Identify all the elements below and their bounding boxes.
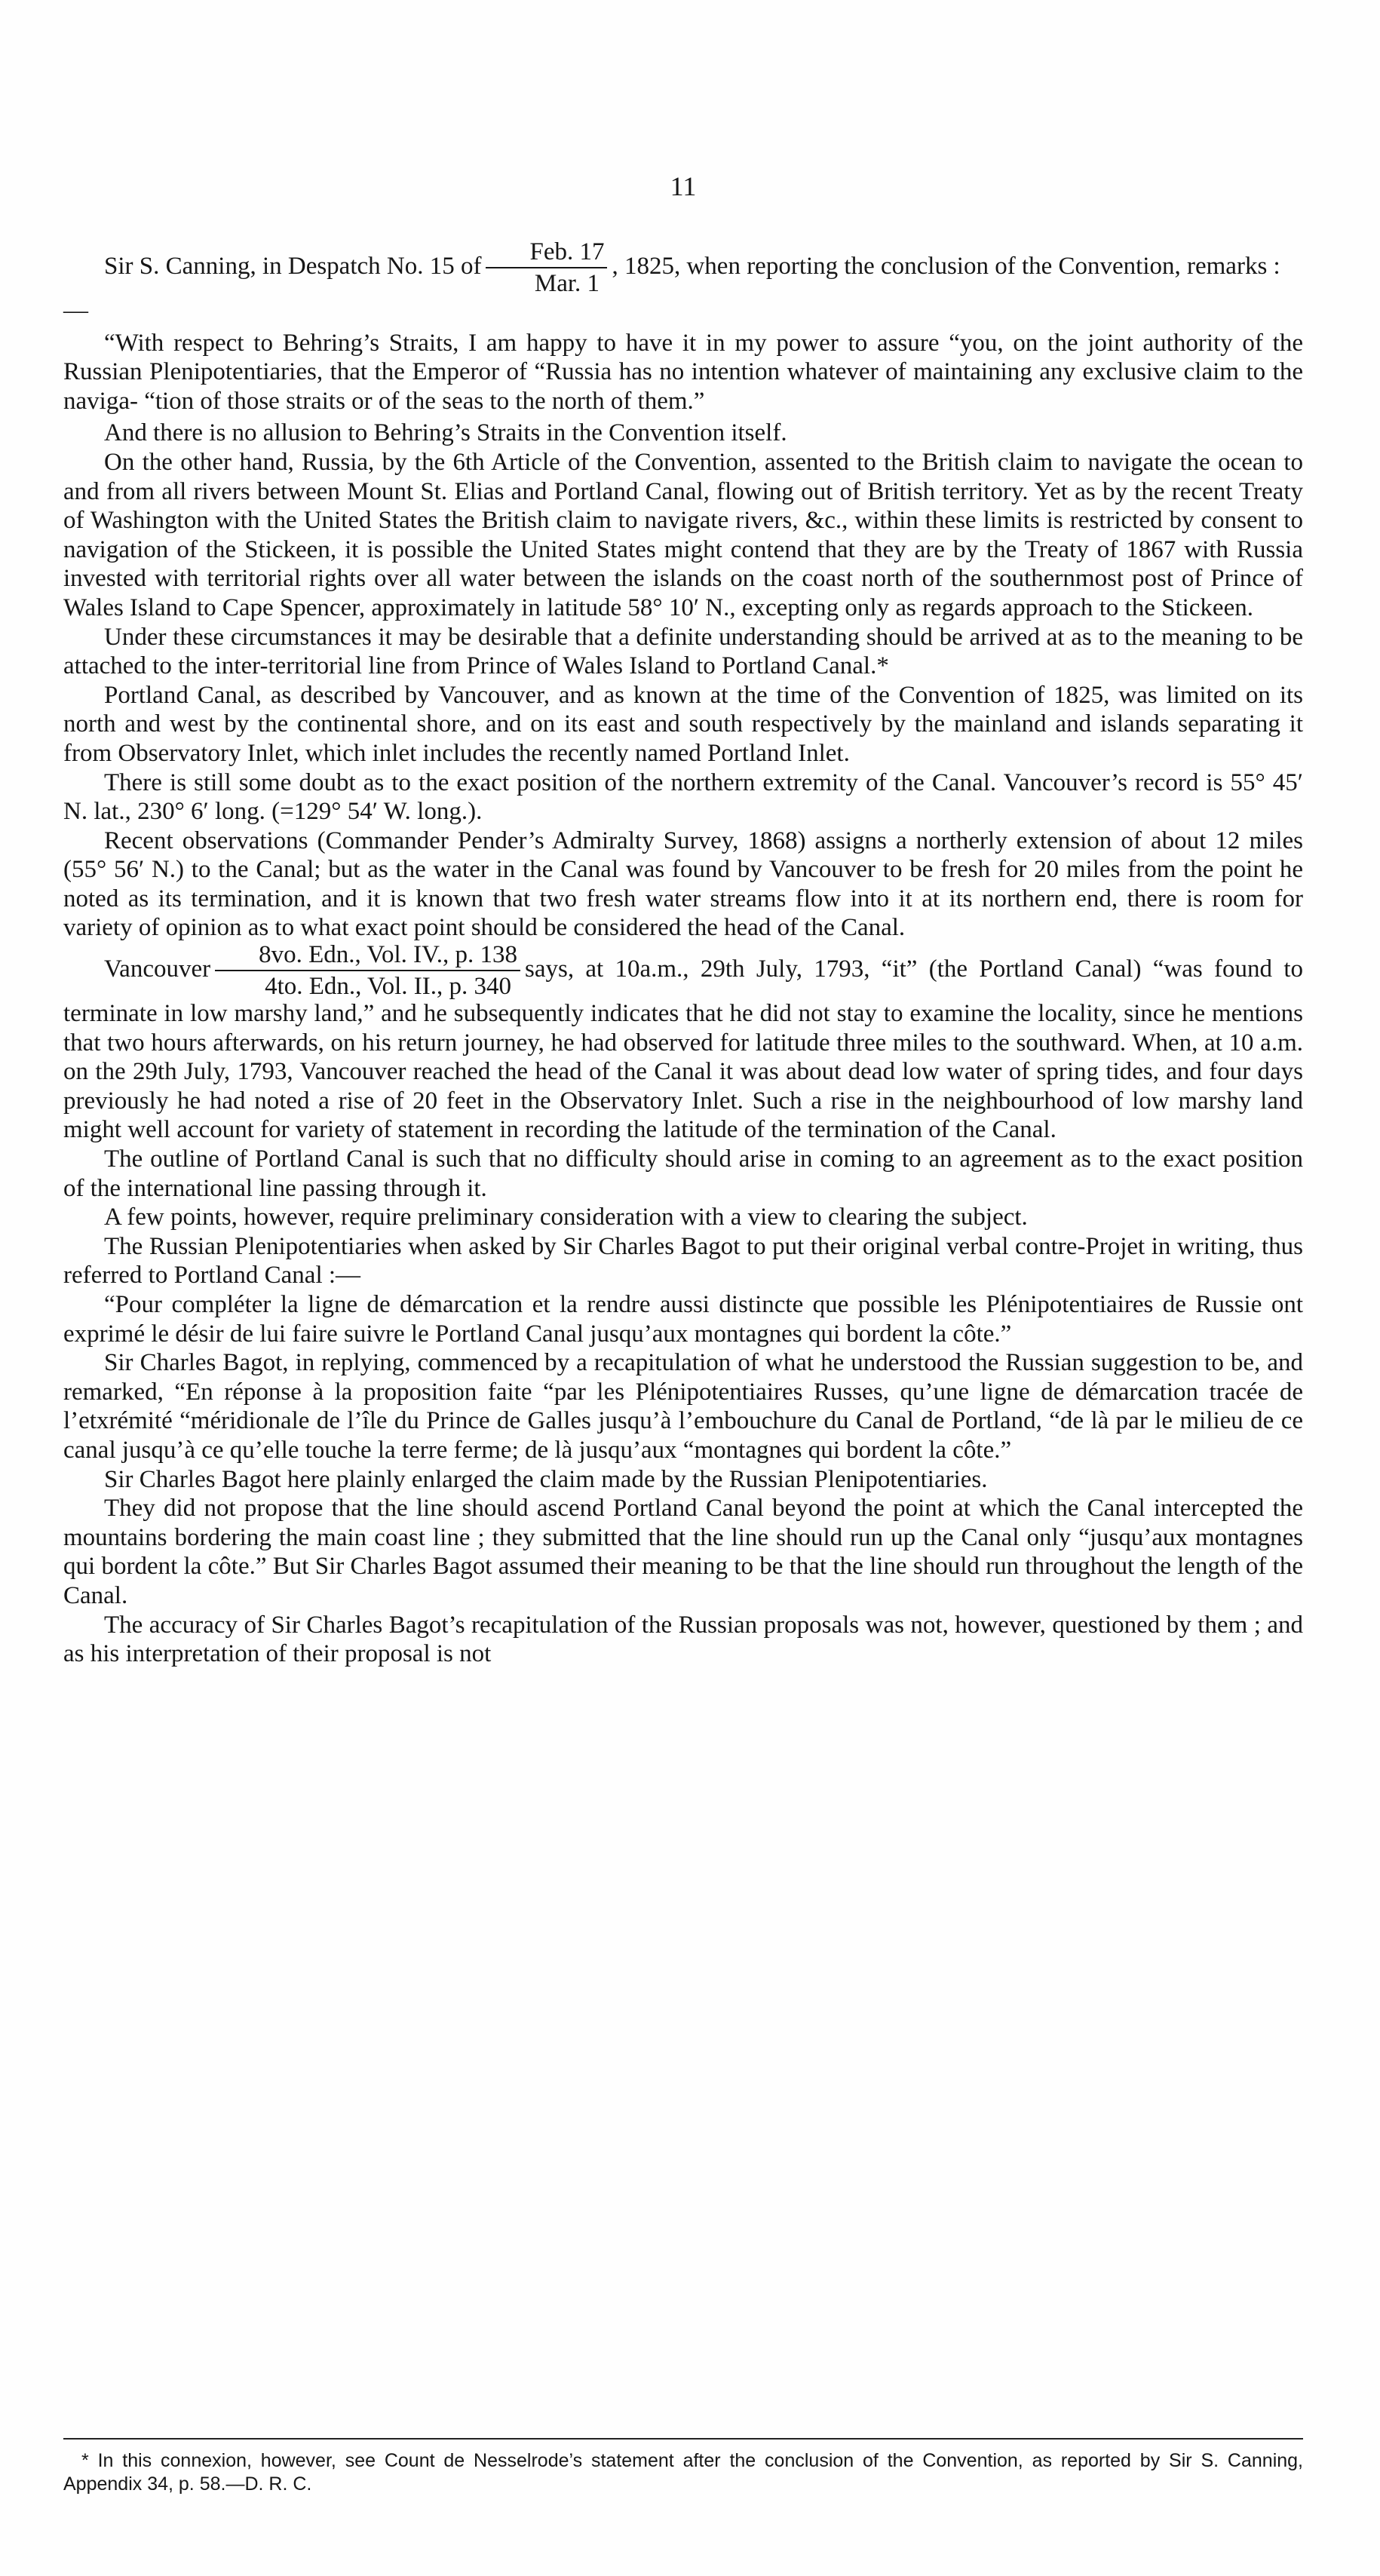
paragraph-circumstances: Under these circumstances it may be desirable that a definite understanding should be arrived at as to the meaning to be attached to the inter-territorial line from Prince of Wales Island to Portland Canal.* <box>63 623 1303 680</box>
footnote-divider <box>63 2438 1303 2440</box>
paragraph-no-allusion: And there is no allusion to Behring’s Straits in the Convention itself. <box>104 419 787 447</box>
body-text <box>63 240 1303 1669</box>
paragraph-accuracy: The accuracy of Sir Charles Bagot’s recapitulation of the Russian proposals was not, however, questioned by them ; and as his interpretation of their proposal is not <box>63 1611 1303 1668</box>
paragraph-bagot-replying: Sir Charles Bagot, in replying, commenced by a recapitulation of what he understood the Russian suggestion to be, and remarked, “En réponse à la proposition faite “par les Plénipotentiaires Russes, qu’une ligne de démarcation tracée de l’etxrémité “méridionale de l’île du Prince de Galles jusqu’à l’embouchure du Canal de Portland, “de là par le milieu de ce canal jusqu’à ce qu’elle touche la terre ferme; de là jusqu’aux “montagnes qui bordent la côte.” <box>63 1349 1303 1464</box>
edition-fraction <box>215 943 520 999</box>
paragraph-line-ascend: They did not propose that the line should ascend Portland Canal beyond the point at which the Canal intercepted the mountains bordering the main coast line ; they submitted that the line should run up the Canal only “jusqu’aux montagnes qui bordent la côte.” But Sir Charles Bagot assumed their meaning to be that the line should run throughout the length of the Canal. <box>63 1495 1303 1609</box>
canning-text-post: , 1825, when reporting the conclusion of the Convention, remarks :— <box>63 253 1280 324</box>
vancouver-text-post: says, at 10a.m., 29th July, 1793, “it” (the Portland Canal) “was found to terminate in low marshy land,” and he subsequently indicates that he did not stay to examine the locality, since he mentions that two hours afterwards, on his return journey, he had observed for latitude three miles to the southward. When, at 10 a.m. on the 29th July, 1793, Vancouver reached the head of the Canal it was about dead low water of spring tides, and four days previously he had noted a rise of 20 feet in the Observatory Inlet. Such a rise in the neighbourhood of low marshy land might well account for variety of statement in recording the latitude of the termination of the Canal. <box>63 955 1303 1144</box>
paragraph-vancouver-reference <box>63 943 1303 1145</box>
paragraph-northern-extremity: There is still some doubt as to the exact position of the northern extremity of the Canal. Vancouver’s record is 55° 45′ N. lat., 230° 6′ long. (=129° 54′ W. long.). <box>63 768 1303 826</box>
paragraph-canning-despatch <box>63 240 1303 326</box>
paragraph-russian-plenipotentiaries: The Russian Plenipotentiaries when asked by Sir Charles Bagot to put their original verbal contre-Projet in writing, thus referred to Portland Canal :— <box>63 1232 1303 1290</box>
quote-pour-completer: “Pour compléter la ligne de démarcation et la rendre aussi distincte que possible les Plénipotentiaires de Russie ont exprimé le désir de lui faire suivre le Portland Canal jusqu’aux montagnes qui bordent la côte.” <box>63 1291 1303 1348</box>
date-fraction-numerator: Feb. 17 <box>486 240 607 268</box>
quote-behring-straits: “With respect to Behring’s Straits, I am happy to have it in my power to assure “you, on the joint authority of the Russian Plenipotentiaries, that the Emperor of “Russia has no intention whatever of maintaining any exclusive claim to the naviga- “tion of those straits or of the seas to the north of them.” <box>63 329 1303 415</box>
footnote: * In this connexion, however, see Count de Nesselrode’s statement after the conclusion of the Convention, as reported by Sir S. Canning, Appendix 34, p. 58.—D. R. C. <box>63 2450 1303 2495</box>
paragraph-recent-observations: Recent observations (Commander Pender’s Admiralty Survey, 1868) assigns a northerly extension of about 12 miles (55° 56′ N.) to the Canal; but as the water in the Canal was found by Vancouver to be fresh for 20 miles from the point he noted as its termination, and it is known that two fresh water streams flow into it at its northern end, there is room for variety of opinion as to what exact point should be considered the head of the Canal. <box>63 826 1303 942</box>
paragraph-outline: The outline of Portland Canal is such that no difficulty should arise in coming to an agreement as to the exact position of the international line passing through it. <box>63 1145 1303 1202</box>
vancouver-text-pre: Vancouver <box>104 955 211 983</box>
paragraph-few-points: A few points, however, require preliminary consideration with a view to clearing the subject. <box>104 1204 1028 1231</box>
page-number: 11 <box>670 171 697 201</box>
paragraph-sixth-article: On the other hand, Russia, by the 6th Article of the Convention, assented to the British claim to navigate the ocean to and from all rivers between Mount St. Elias and Portland Canal, flowing out of British territory. Yet as by the recent Treaty of Washington with the United States the British claim to navigate rivers, &c., within these limits is restricted by consent to navigation of the Stickeen, it is possible the United States might contend that they are by the Treaty of 1867 with Russia invested with territorial rights over all water between the islands on the coast north of the southernmost post of Prince of Wales Island to Cape Spencer, approximately in latitude 58° 10′ N., excepting only as regards approach to the Stickeen. <box>63 448 1303 621</box>
date-fraction <box>486 240 607 296</box>
paragraph-bagot-enlarged: Sir Charles Bagot here plainly enlarged the claim made by the Russian Plenipotentiaries. <box>104 1465 988 1493</box>
date-fraction-denominator: Mar. 1 <box>534 270 600 297</box>
edition-fraction-denominator: 4to. Edn., Vol. II., p. 340 <box>265 973 512 1001</box>
paragraph-portland-canal-description: Portland Canal, as described by Vancouver, and as known at the time of the Convention of 1825, was limited on its north and west by the continental shore, and on its east and south respectively by the mainland and islands separating it from Observatory Inlet, which inlet includes the recently named Portland Inlet. <box>63 681 1303 767</box>
canning-text-pre: Sir S. Canning, in Despatch No. 15 of <box>104 253 482 281</box>
edition-fraction-numerator: 8vo. Edn., Vol. IV., p. 138 <box>215 943 520 971</box>
